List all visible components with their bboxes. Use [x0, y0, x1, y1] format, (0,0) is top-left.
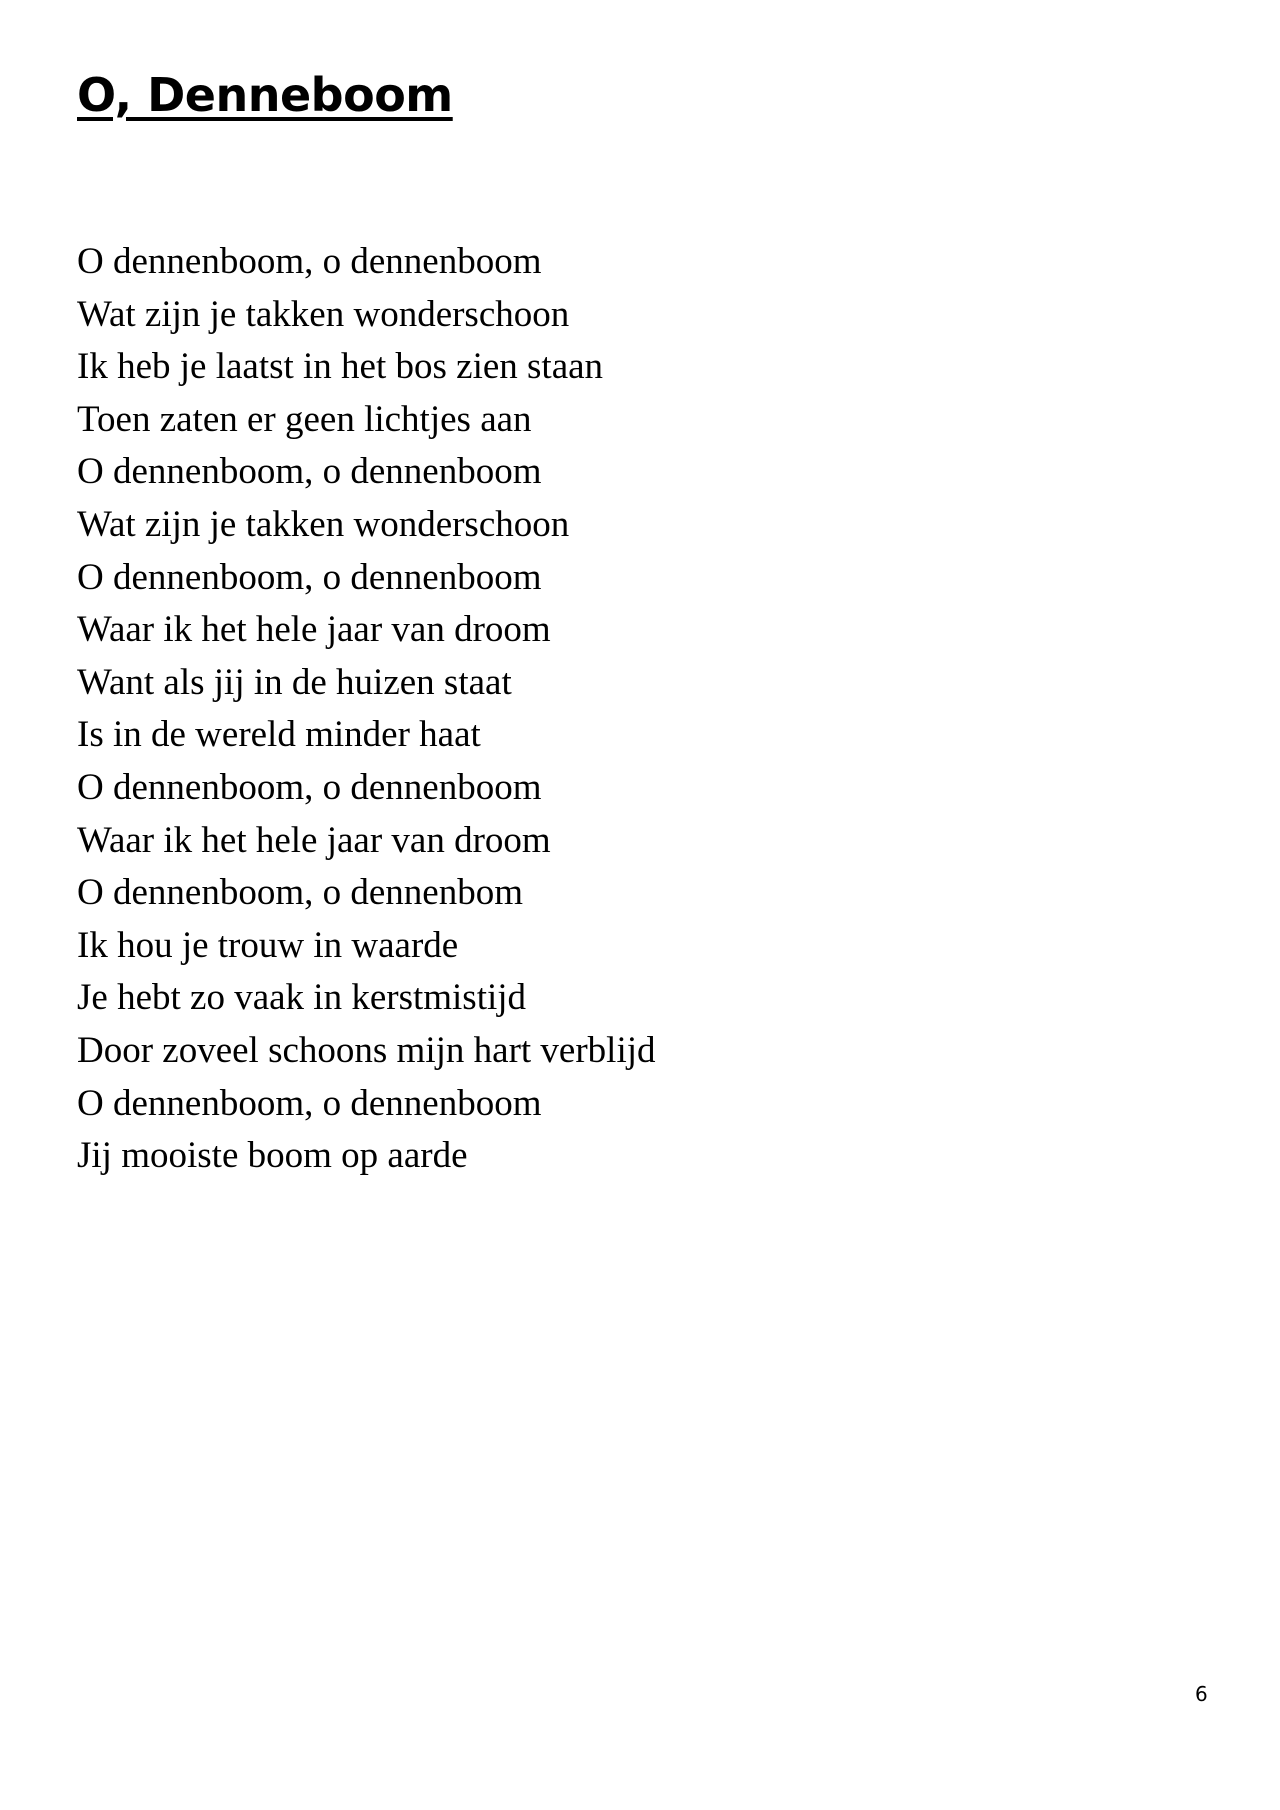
- lyrics-block: [77, 236, 656, 1183]
- lyric-line: Jij mooiste boom op aarde: [77, 1135, 468, 1177]
- lyric-line: Toen zaten er geen lichtjes aan: [77, 398, 532, 440]
- lyric-line: Wat zijn je takken wonderschoon: [77, 293, 570, 335]
- lyric-line: Je hebt zo vaak in kerstmistijd: [77, 977, 527, 1019]
- lyric-line: Waar ik het hele jaar van droom: [77, 819, 551, 861]
- lyric-line: Ik heb je laatst in het bos zien staan: [77, 346, 604, 388]
- lyric-line: Want als jij in de huizen staat: [77, 661, 512, 703]
- lyric-line: Is in de wereld minder haat: [77, 714, 481, 756]
- lyric-line: O dennenboom, o dennenboom: [77, 241, 542, 282]
- lyric-line: O dennenboom, o dennenboom: [77, 451, 542, 493]
- lyric-line: Waar ik het hele jaar van droom: [77, 609, 551, 651]
- lyric-line: O dennenboom, o dennenboom: [77, 766, 542, 808]
- page-number: 6: [1195, 1682, 1208, 1706]
- lyric-line: Wat zijn je takken wonderschoon: [77, 503, 570, 545]
- lyric-line: Ik hou je trouw in waarde: [77, 924, 459, 966]
- lyric-line: O dennenboom, o dennenboom: [77, 556, 542, 598]
- lyric-line: O dennenboom, o dennenboom: [77, 1082, 542, 1124]
- song-title: O, Denneboom: [77, 68, 453, 122]
- lyric-line: O dennenboom, o dennenbom: [77, 872, 523, 914]
- lyric-line: Door zoveel schoons mijn hart verblijd: [77, 1029, 656, 1071]
